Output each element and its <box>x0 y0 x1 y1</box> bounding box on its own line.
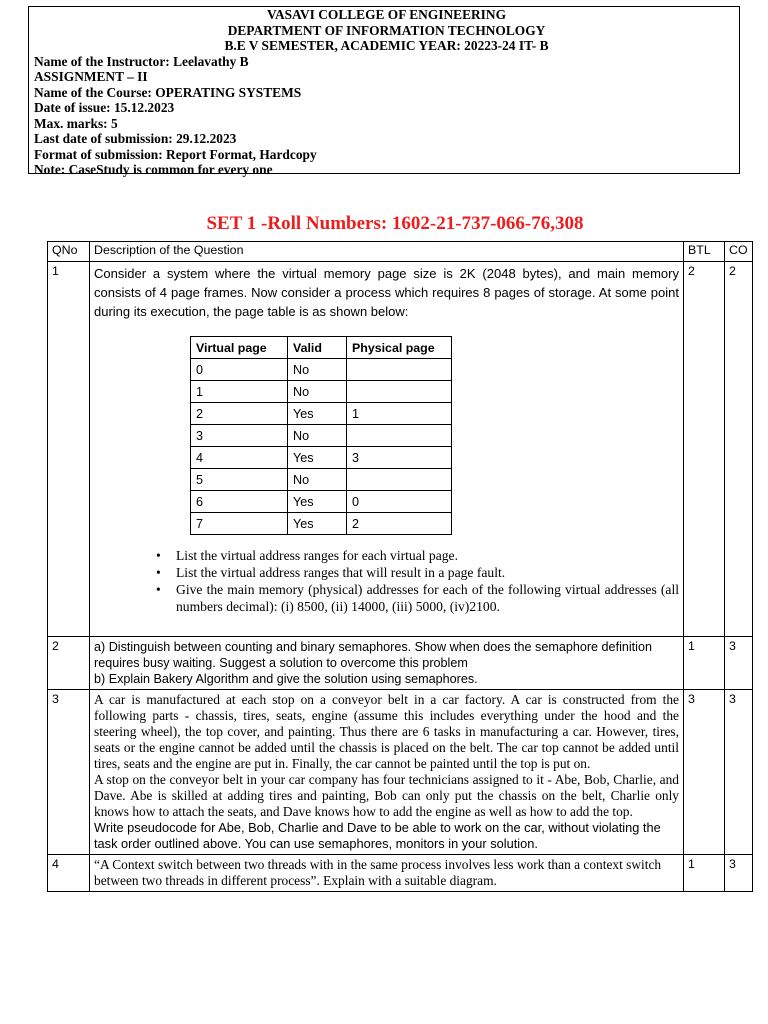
page-table-cell: 2 <box>347 513 452 535</box>
assignment-line: ASSIGNMENT – II <box>34 69 148 84</box>
table-row <box>48 262 753 637</box>
page-table-cell: No <box>288 425 347 447</box>
q4-number: 4 <box>48 855 90 892</box>
page-table-row <box>191 381 452 403</box>
list-item <box>156 547 679 564</box>
q3-paragraph-2: A stop on the conveyor belt in your car company has four technicians assigned to it - Abe, Bob, Charlie, and Dave. Abe is skilled at adding tires and painting, Bob can only put the chassis on the belt, Charlie only knows how to attach the seats, and Dave knows how to add the engine as well as how to add the top. <box>94 772 679 819</box>
bullet-icon: • <box>156 565 161 580</box>
q1-btl: 2 <box>684 262 725 637</box>
page-table-cell <box>347 425 452 447</box>
q3-btl: 3 <box>684 690 725 855</box>
table-header-row <box>48 242 753 262</box>
q3-paragraph-1: A car is manufactured at each stop on a conveyor belt in a car factory. A car is constructed from the following parts - chassis, tires, seats, engine (assume this includes everything under the hood and the steering wheel), the top cover, and painting. Thus there are 6 tasks in manufacturing a car. However, tires, seats or the engine cannot be added until the chassis is placed on the belt. The car top cannot be added until tires, seats and the engine are put in. Finally, the car cannot be painted until the top is put on. <box>94 692 679 771</box>
set-title: SET 1 -Roll Numbers: 1602-21-737-066-76,308 <box>206 213 584 234</box>
max-marks-line: Max. marks: 5 <box>34 115 118 131</box>
q2-part-a: a) Distinguish between counting and binary semaphores. Show when does the semaphore definition requires busy waiting. Suggest a solution to overcome this problem <box>94 640 652 670</box>
co-header: CO <box>725 242 753 262</box>
page-table-cell: No <box>288 469 347 491</box>
page-table-row <box>191 469 452 491</box>
page-table-row <box>191 425 452 447</box>
page-table-cell: 3 <box>347 447 452 469</box>
bullet-text: List the virtual address ranges that will result in a page fault. <box>176 565 506 580</box>
q4-text: “A Context switch between two threads with in the same process involves less work than a context switch between two threads in different process”. Explain with a suitable diagram. <box>94 857 662 888</box>
header-box <box>28 6 740 177</box>
page-table-cell: No <box>288 359 347 381</box>
note-line: Note: CaseStudy is common for every one <box>34 162 273 177</box>
page-table-cell: 6 <box>191 491 288 513</box>
table-row <box>48 690 753 855</box>
q2-co: 3 <box>725 637 753 690</box>
q2-description <box>90 637 684 690</box>
page-table-cell <box>347 381 452 403</box>
list-item <box>156 581 679 615</box>
issue-date-line: Date of issue: 15.12.2023 <box>34 100 175 115</box>
last-date-line: Last date of submission: 29.12.2023 <box>34 131 237 146</box>
page-table-cell: Yes <box>288 491 347 513</box>
page-table-header-row <box>191 337 452 359</box>
q3-co: 3 <box>725 690 753 855</box>
q2-number: 2 <box>48 637 90 690</box>
q3-paragraph-3: Write pseudocode for Abe, Bob, Charlie and Dave to be able to work on the car, without violating the task order outlined above. You can use semaphores, monitors in your solution. <box>94 820 661 851</box>
btl-header: BTL <box>684 242 725 262</box>
table-row <box>48 637 753 690</box>
page-table-row <box>191 491 452 513</box>
page-table-cell: Yes <box>288 403 347 425</box>
format-line: Format of submission: Report Format, Hardcopy <box>34 146 317 162</box>
q4-description <box>90 855 684 892</box>
page-table-cell: 0 <box>191 359 288 381</box>
bullet-text: Give the main memory (physical) addresses for each of the following virtual addresses (all numbers decimal): (i) 8500, (ii) 14000, (iii) 5000, (iv)2100. <box>176 582 679 614</box>
page-table-row <box>191 403 452 425</box>
department-name: DEPARTMENT OF INFORMATION TECHNOLOGY <box>227 22 546 38</box>
q2-part-b: b) Explain Bakery Algorithm and give the solution using semaphores. <box>94 672 478 686</box>
q1-bullet-list <box>94 547 679 615</box>
list-item <box>156 564 679 581</box>
page-table-header: Valid <box>288 337 347 359</box>
q3-number: 3 <box>48 690 90 855</box>
page-table-cell: 0 <box>347 491 452 513</box>
q2-btl: 1 <box>684 637 725 690</box>
q1-co: 2 <box>725 262 753 637</box>
bullet-icon: • <box>156 582 161 597</box>
page-table-cell: 2 <box>191 403 288 425</box>
desc-header: Description of the Question <box>90 242 684 262</box>
page-table-row <box>191 447 452 469</box>
page-table-header: Virtual page <box>191 337 288 359</box>
q3-description <box>90 690 684 855</box>
q1-text: Consider a system where the virtual memory page size is 2K (2048 bytes), and main memory consists of 4 page frames. Now consider a process which requires 8 pages of storage. At some point during its execution, the page table is as shown below: <box>94 266 679 319</box>
page-table-row <box>191 513 452 535</box>
page-table-row <box>191 359 452 381</box>
course-line: Name of the Course: OPERATING SYSTEMS <box>34 84 302 100</box>
page-table-cell: 5 <box>191 469 288 491</box>
q1-number: 1 <box>48 262 90 637</box>
page-table-cell: Yes <box>288 447 347 469</box>
page-table-cell: 7 <box>191 513 288 535</box>
q4-btl: 1 <box>684 855 725 892</box>
page-table <box>190 336 452 535</box>
instructor-line: Name of the Instructor: Leelavathy B <box>34 53 249 69</box>
bullet-text: List the virtual address ranges for each virtual page. <box>176 548 458 563</box>
page-table-cell: 1 <box>347 403 452 425</box>
qno-header: QNo <box>48 242 90 262</box>
college-name: VASAVI COLLEGE OF ENGINEERING <box>267 7 506 22</box>
table-row <box>48 855 753 892</box>
page-table-cell <box>347 359 452 381</box>
page-table-cell: 1 <box>191 381 288 403</box>
page-table-cell: 4 <box>191 447 288 469</box>
page-table-cell <box>347 469 452 491</box>
q1-description <box>90 262 684 637</box>
questions-table <box>47 241 753 892</box>
semester-line: B.E V SEMESTER, ACADEMIC YEAR: 20223-24 IT- B <box>224 38 549 53</box>
bullet-icon: • <box>156 548 161 563</box>
page-table-cell: Yes <box>288 513 347 535</box>
q4-co: 3 <box>725 855 753 892</box>
page-table-cell: No <box>288 381 347 403</box>
page-table-header: Physical page <box>347 337 452 359</box>
page-table-cell: 3 <box>191 425 288 447</box>
